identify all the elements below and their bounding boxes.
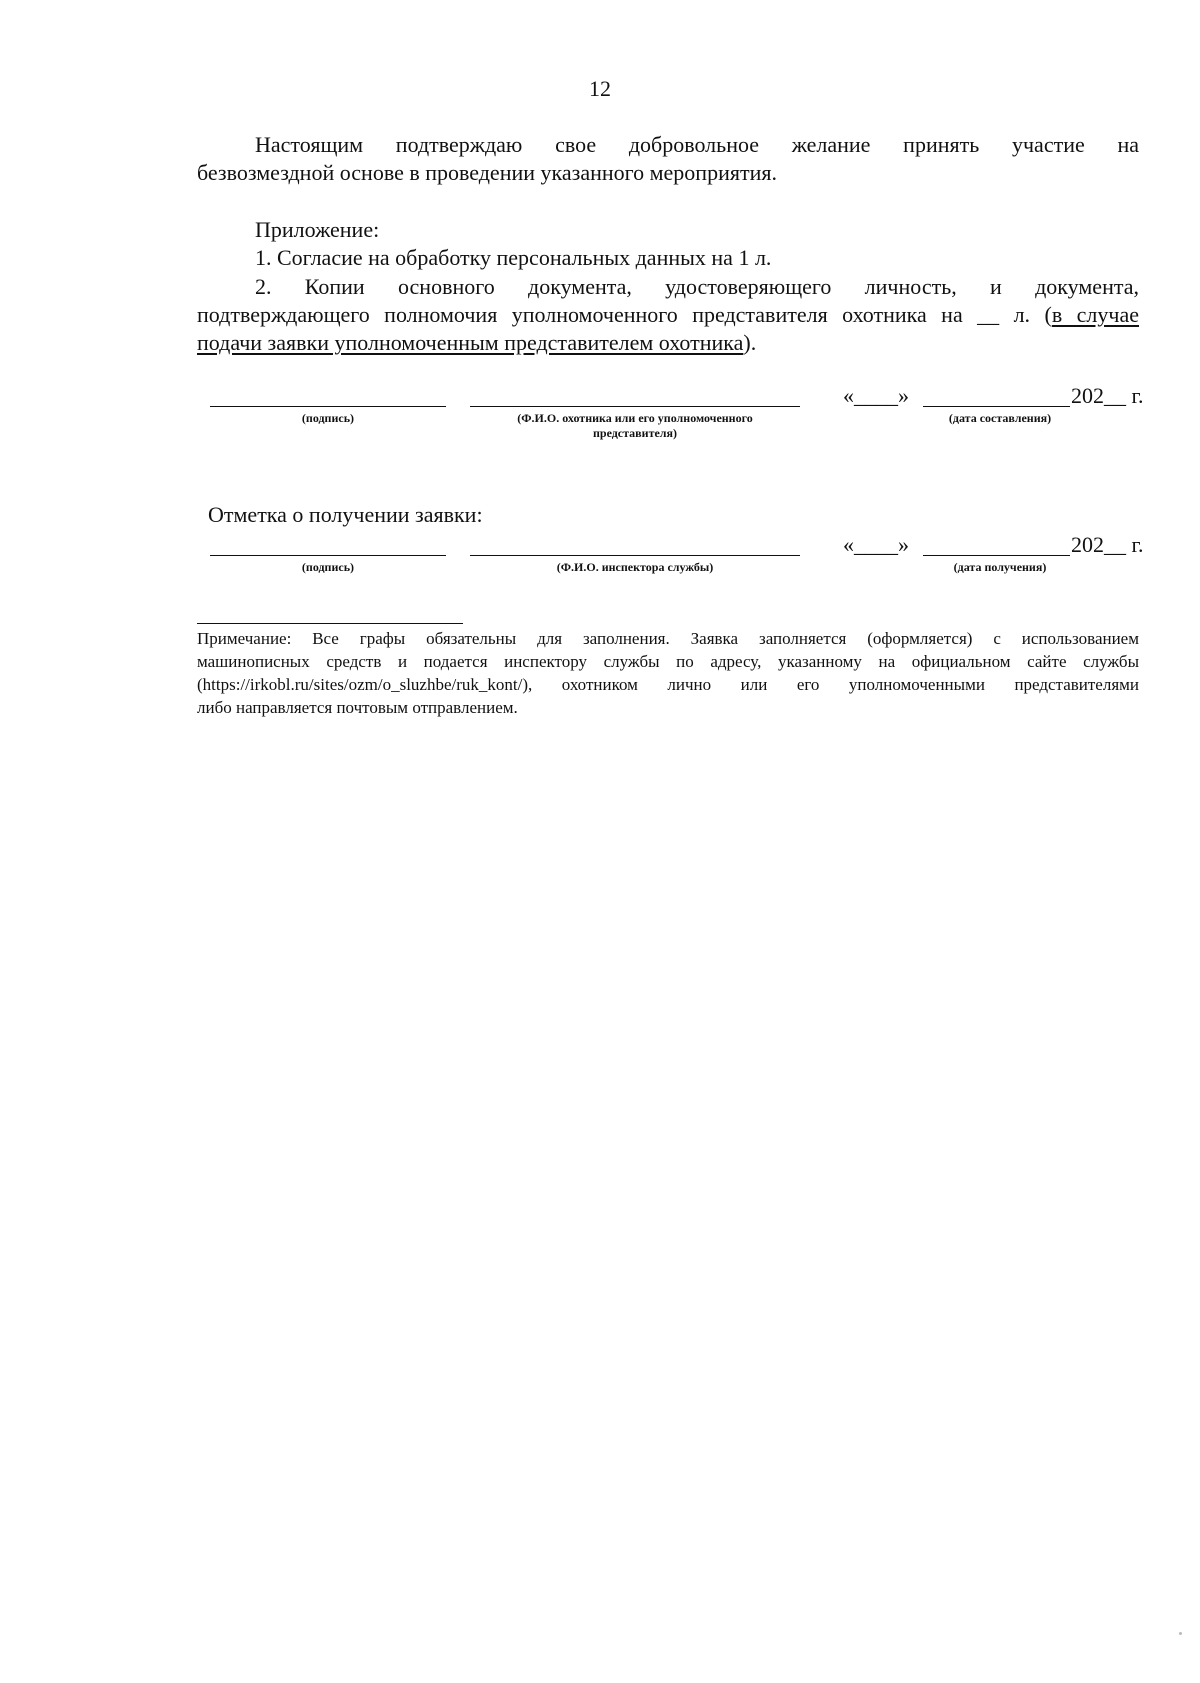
inspector-name-caption: (Ф.И.О. инспектора службы) [556,560,714,574]
attachment-item-2-line-3 [197,329,1139,357]
receipt-signature-caption: (подпись) [301,560,355,574]
inspector-name-line[interactable] [470,555,800,556]
page-number: 12 [589,76,611,101]
applicant-name-caption-line-1: (Ф.И.О. охотника или его уполномоченного [517,411,753,425]
attachment-item-1: 1. Согласие на обработку персональных данных на 1 л. [255,245,772,270]
footnote-line-3: (https://irkobl.ru/sites/ozm/o_sluzhbe/ruk_kont/), охотником лично или его уполномоченными представителями [197,675,1139,694]
applicant-name-caption [470,411,800,441]
attachment-title: Приложение: [255,217,380,242]
attachment-item-2-line-2 [197,301,1139,329]
receipt-date-line[interactable] [923,555,1070,556]
consent-paragraph [197,131,1139,187]
receipt-signature-line[interactable] [210,555,446,556]
footnote [197,627,1139,719]
receipt-title: Отметка о получении заявки: [208,502,483,527]
signature-line[interactable] [210,406,446,407]
footnote-separator [197,623,463,624]
compile-date-line[interactable] [923,406,1070,407]
compile-date-year: 202__ г. [1071,383,1144,408]
receipt-date-caption: (дата получения) [953,560,1047,574]
applicant-name-caption-line-2: представителя) [592,426,678,440]
attachment-item-2-underlined-start: в случае [1051,302,1139,327]
signature-caption: (подпись) [301,411,355,425]
compile-date-caption: (дата составления) [948,411,1052,425]
footnote-line-2: машинописных средств и подается инспектору службы по адресу, указанному на официальном сайте службы [197,652,1139,671]
footnote-line-4: либо направляется почтовым отправлением. [197,698,518,717]
footnote-line-1: Примечание: Все графы обязательны для заполнения. Заявка заполняется (оформляется) с использованием [197,629,1139,648]
attachment-item-2-underlined-end: подачи заявки уполномоченным представителем охотника [197,330,744,355]
compile-date-open: «____» [843,383,909,408]
consent-line-2: безвозмездной основе в проведении указанного мероприятия. [197,160,777,185]
receipt-date-open: «____» [843,532,909,557]
applicant-name-line[interactable] [470,406,800,407]
receipt-date-year: 202__ г. [1071,532,1144,557]
attachment-item-2-line-1: 2. Копии основного документа, удостоверяющего личность, и документа, [255,274,1139,299]
consent-line-1: Настоящим подтверждаю свое добровольное желание принять участие на [255,132,1139,157]
scan-speck [1179,1632,1182,1635]
attachment-item-2 [197,273,1139,357]
attachment-item-2-line-3-tail: ). [743,330,757,355]
attachment-item-2-line-2-text: подтверждающего полномочия уполномоченного представителя охотника на __ л. ( [197,302,1052,327]
